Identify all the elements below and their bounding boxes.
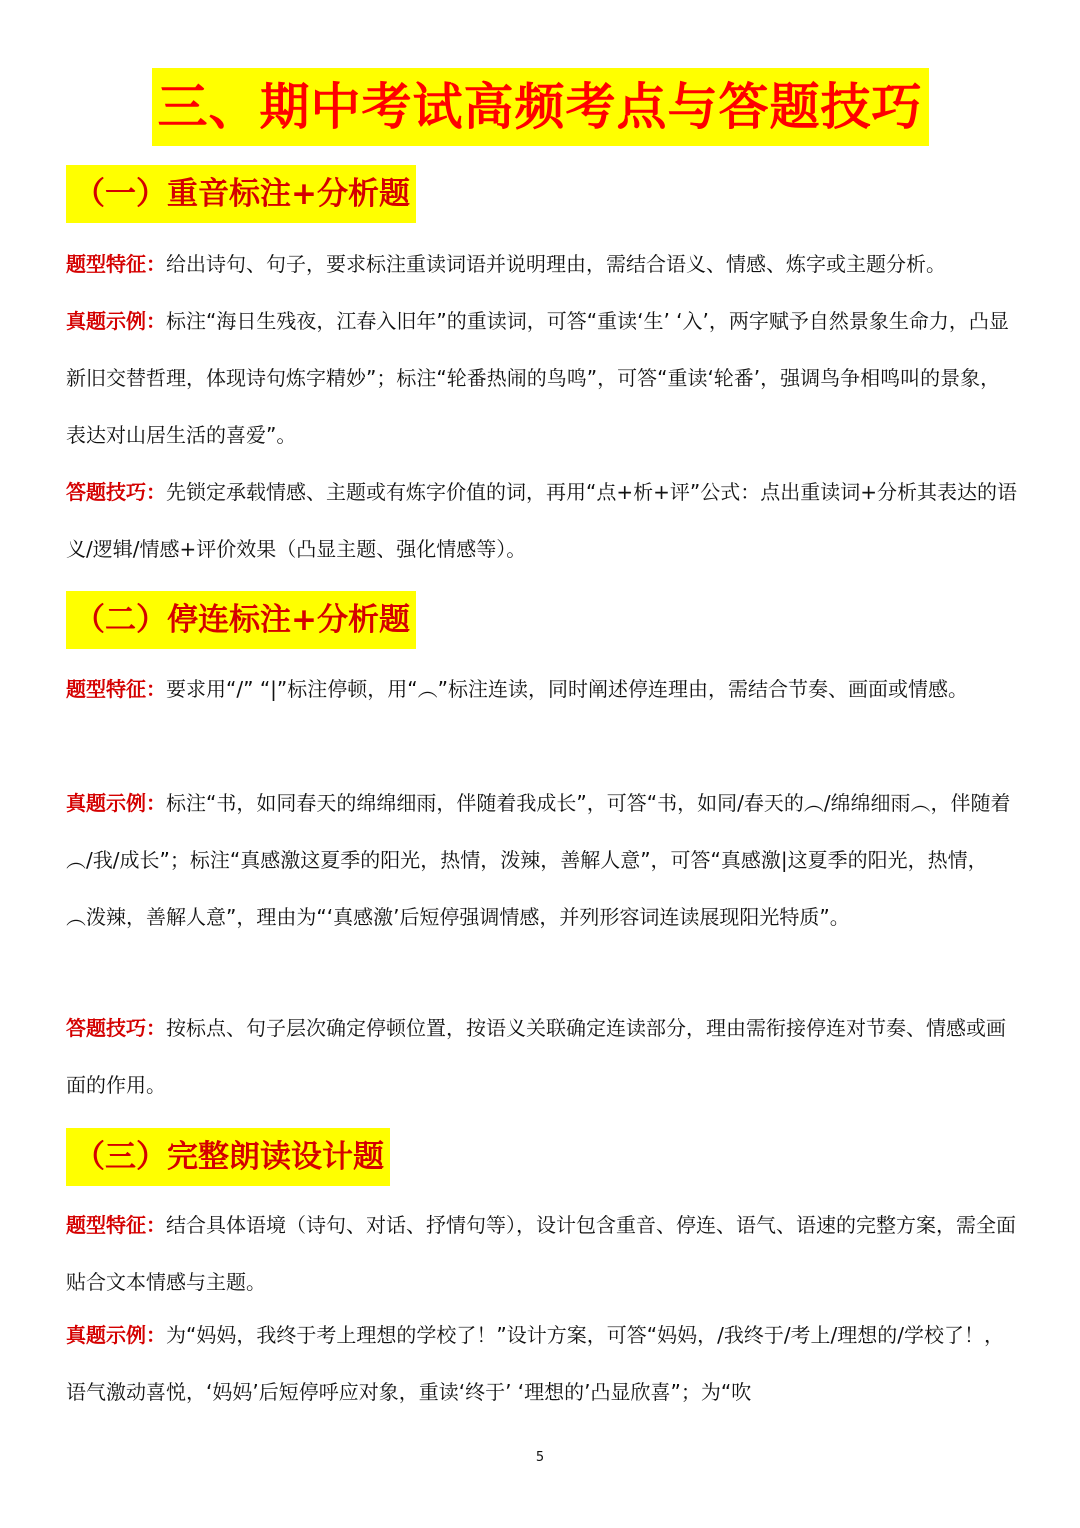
tip-text: 先锁定承载情感、主题或有炼字价值的词，再用“点+析+评”公式：点出重读词+分析其表达的语义/逻辑/情感+评价效果（凸显主题、强化情感等）。 bbox=[66, 480, 1017, 561]
feature-text: 要求用“/” “|”标注停顿，用“︵”标注连读，同时阐述停连理由，需结合节奏、画面或情感。 bbox=[166, 677, 969, 701]
section-heading-1: （一）重音标注+分析题 bbox=[66, 165, 416, 223]
example-paragraph-2 bbox=[66, 775, 1018, 946]
example-paragraph-3 bbox=[66, 1307, 1018, 1421]
feature-text: 结合具体语境（诗句、对话、抒情句等），设计包含重音、停连、语气、语速的完整方案，需全面贴合文本情感与主题。 bbox=[66, 1213, 1016, 1294]
feature-paragraph-1 bbox=[66, 236, 1018, 293]
feature-paragraph-2 bbox=[66, 661, 1018, 718]
tip-label: 答题技巧： bbox=[66, 1016, 166, 1040]
feature-label: 题型特征： bbox=[66, 1213, 166, 1237]
tip-text: 按标点、句子层次确定停顿位置，按语义关联确定连读部分，理由需衔接停连对节奏、情感或画面的作用。 bbox=[66, 1016, 1006, 1097]
tip-label: 答题技巧： bbox=[66, 480, 166, 504]
example-label: 真题示例： bbox=[66, 1323, 166, 1347]
page-number: 5 bbox=[535, 1450, 545, 1465]
page-title-container bbox=[0, 68, 1080, 146]
feature-text: 给出诗句、句子，要求标注重读词语并说明理由，需结合语义、情感、炼字或主题分析。 bbox=[166, 252, 946, 276]
feature-label: 题型特征： bbox=[66, 252, 166, 276]
example-text: 标注“书，如同春天的绵绵细雨，伴随着我成长”，可答“书，如同/春天的︵/绵绵细雨︵，伴随着︵/我/成长”；标注“真感激这夏季的阳光，热情，泼辣，善解人意”，可答“真感激|这夏季的阳光，热情，︵泼辣，善解人意”，理由为“‘真感激’后短停强调情感，并列形容词连读展现阳光特质”。 bbox=[66, 791, 1011, 929]
feature-label: 题型特征： bbox=[66, 677, 166, 701]
section-heading-3: （三）完整朗读设计题 bbox=[66, 1128, 390, 1186]
example-label: 真题示例： bbox=[66, 309, 166, 333]
example-paragraph-1 bbox=[66, 293, 1018, 464]
tip-paragraph-2 bbox=[66, 1000, 1018, 1114]
example-text: 标注“海日生残夜，江春入旧年”的重读词，可答“重读‘生’ ‘入’，两字赋予自然景象生命力，凸显新旧交替哲理，体现诗句炼字精妙”；标注“轮番热闹的鸟鸣”，可答“重读‘轮番’，强调鸟争相鸣叫的景象，表达对山居生活的喜爱”。 bbox=[66, 309, 1009, 447]
feature-paragraph-3 bbox=[66, 1197, 1018, 1311]
section-heading-2: （二）停连标注+分析题 bbox=[66, 591, 416, 649]
example-label: 真题示例： bbox=[66, 791, 166, 815]
tip-paragraph-1 bbox=[66, 464, 1018, 578]
example-text: 为“妈妈，我终于考上理想的学校了！”设计方案，可答“妈妈，/我终于/考上/理想的/学校了！，语气激动喜悦，‘妈妈’后短停呼应对象，重读‘终于’ ‘理想的’凸显欣喜”；为“吹 bbox=[66, 1323, 1005, 1404]
page-title: 三、期中考试高频考点与答题技巧 bbox=[152, 68, 929, 146]
